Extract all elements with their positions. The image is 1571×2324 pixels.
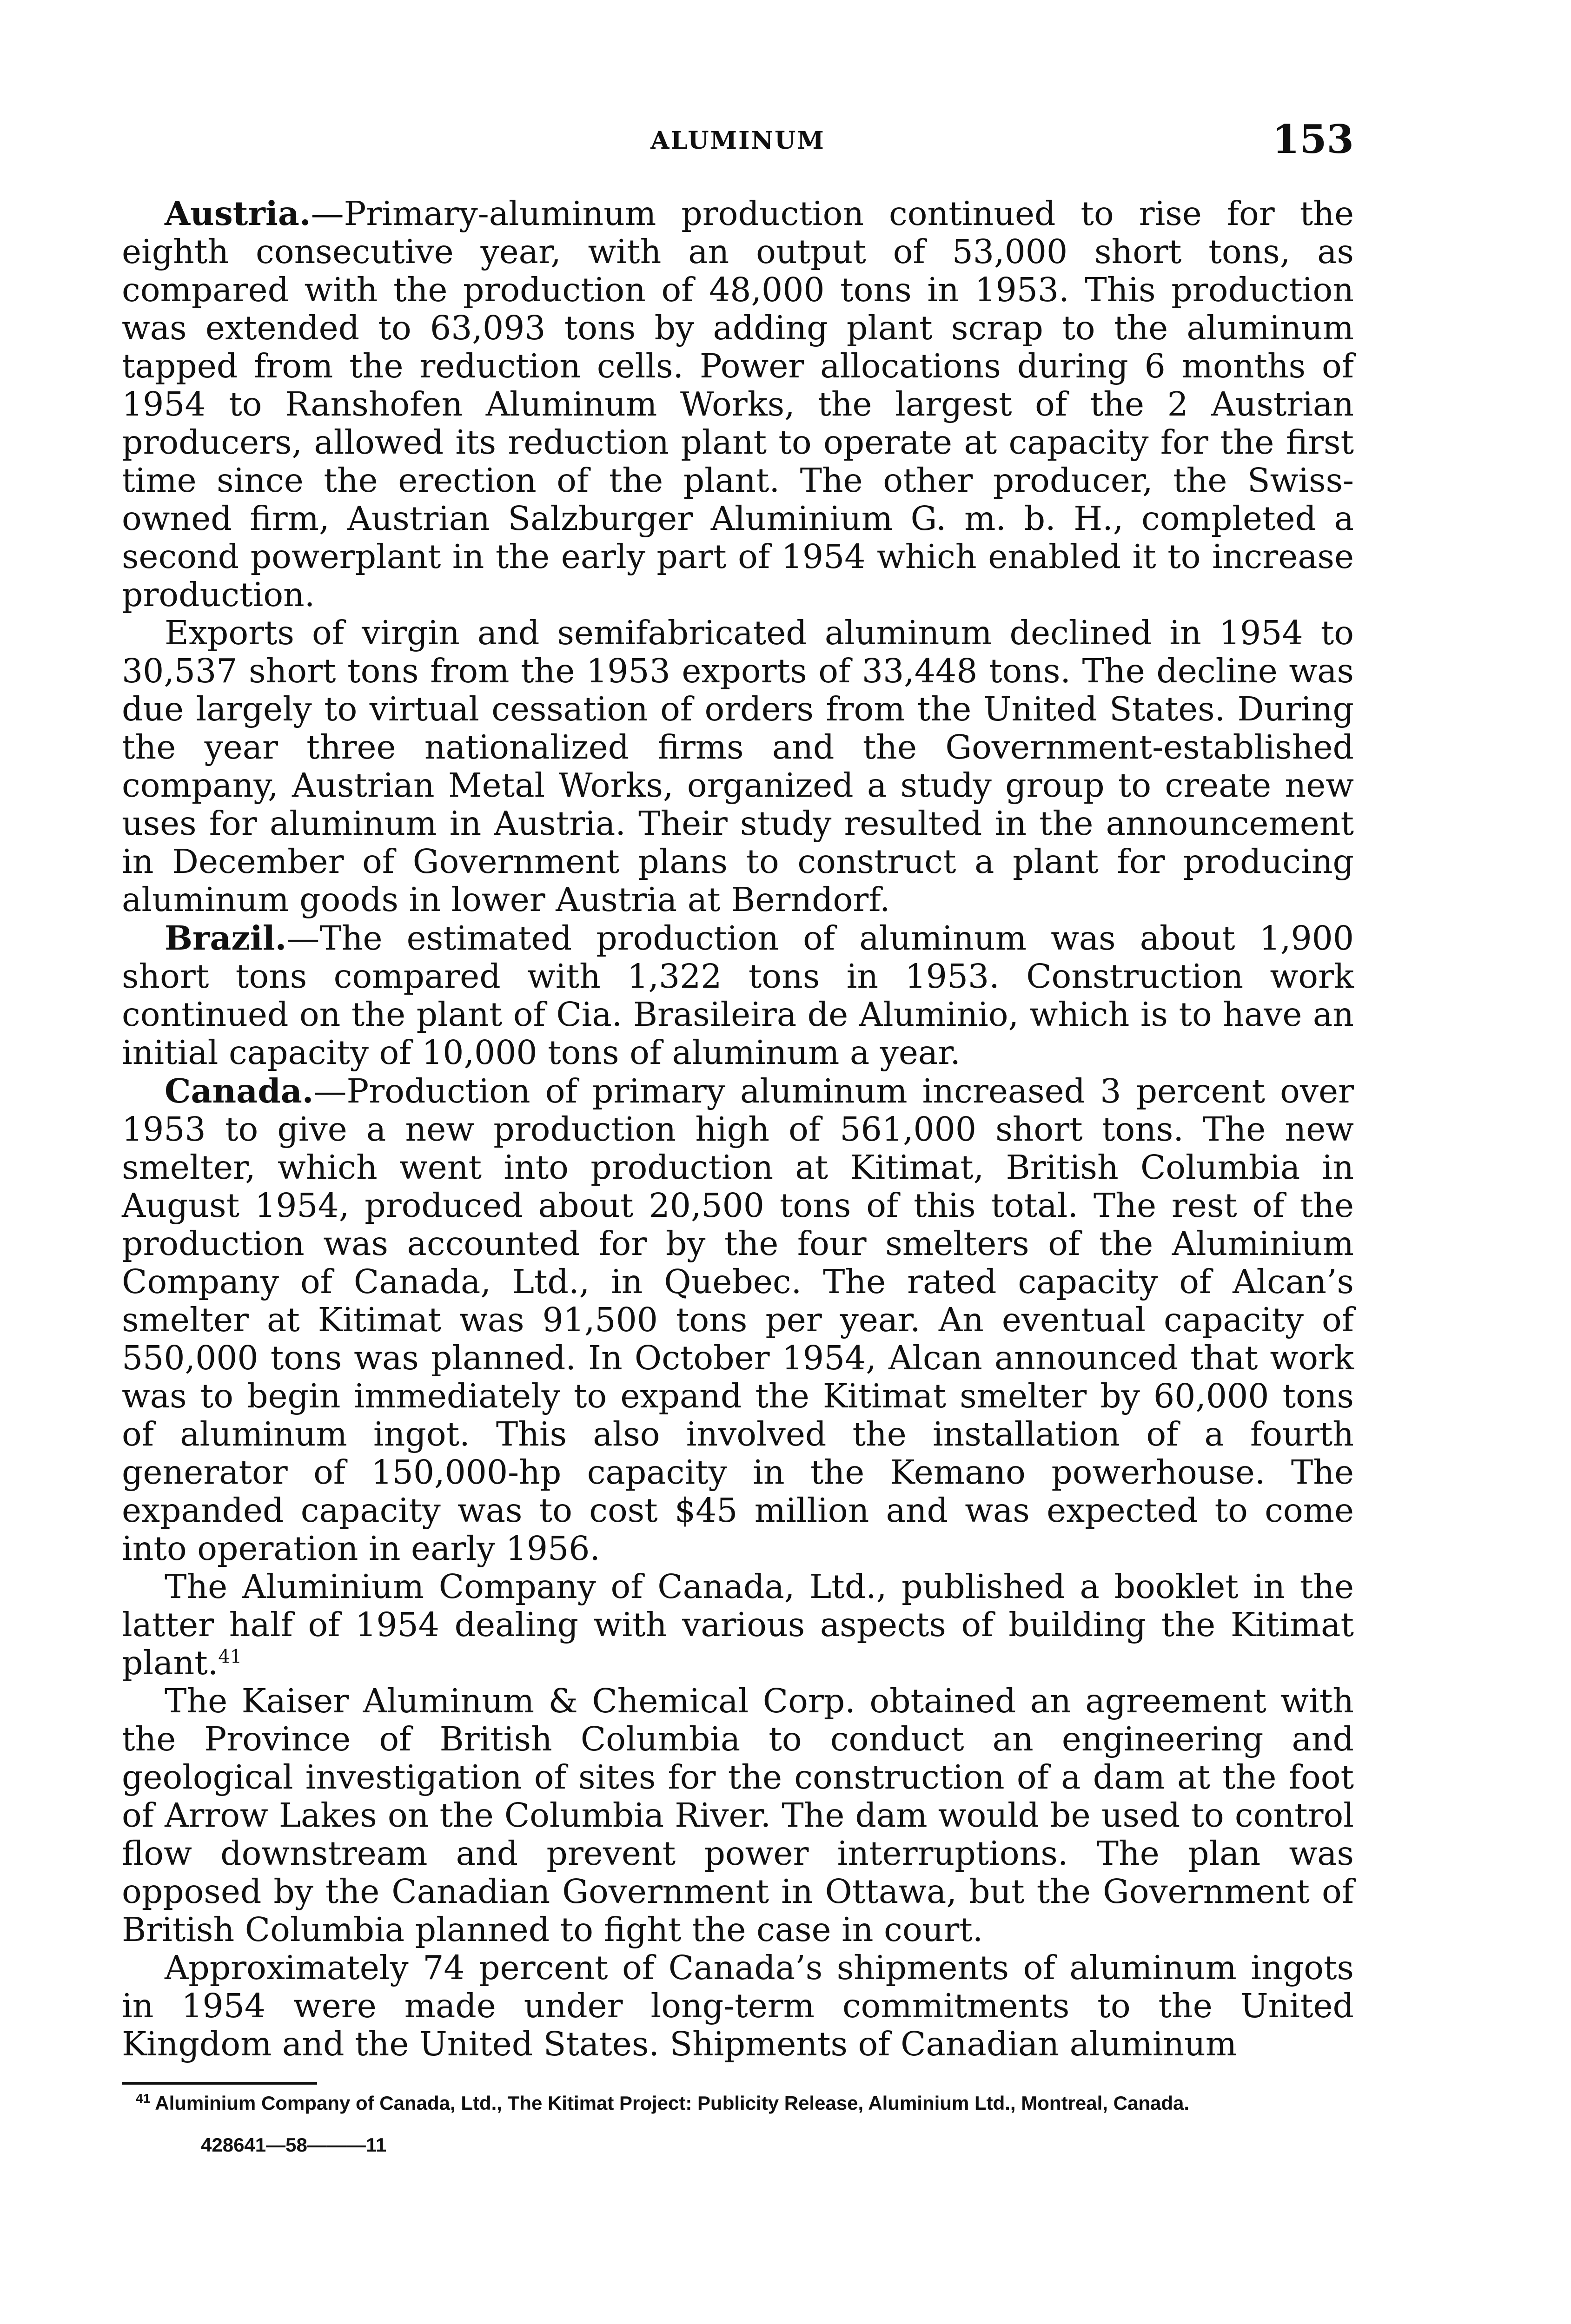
paragraph-brazil	[122, 919, 1354, 1072]
run-in-heading-austria: Austria.	[165, 194, 311, 233]
footnote	[122, 2091, 1354, 2115]
paragraph-text: —Production of primary aluminum increased 3 percent over 1953 to give a new production high of 561,000 short tons. The new smelter, which went into production at Kitimat, British Columbia in August 1954, produced about 20,500 tons of this total. The rest of the production was accounted for by the four smelters of the Aluminium Company of Canada, Ltd., in Quebec. The rated capacity of Alcan’s smelter at Kitimat was 91,500 tons per year. An eventual capacity of 550,000 tons was planned. In October 1954, Alcan announced that work was to begin immediately to expand the Kitimat smelter by 60,000 tons of aluminum ingot. This also involved the installation of a fourth generator of 150,000-hp capacity in the Kemano powerhouse. The expanded capacity was to cost $45 million and was expected to come into operation in early 1956.	[122, 1072, 1354, 1568]
paragraph-text: The Aluminium Company of Canada, Ltd., published a booklet in the latter half of 1954 dealing with various aspects of building the Kitimat plant.	[122, 1567, 1354, 1682]
document-page	[122, 116, 1354, 2156]
paragraph-text: —Primary-aluminum production continued to rise for the eighth consecutive year, with an output of 53,000 short tons, as compared with the production of 48,000 tons in 1953. This production was extended to 63,093 tons by adding plant scrap to the aluminum tapped from the reduction cells. Power allocations during 6 months of 1954 to Ranshofen Aluminum Works, the largest of the 2 Austrian producers, allowed its reduction plant to operate at capacity for the first time since the erection of the plant. The other producer, the Swiss-owned firm, Austrian Salzburger Aluminium G. m. b. H., completed a second powerplant in the early part of 1954 which enabled it to increase production.	[122, 194, 1354, 614]
paragraph-text: —The estimated production of aluminum was about 1,900 short tons compared with 1,322 tons in 1953. Construction work continued on the plant of Cia. Brasileira de Aluminio, which is to have an initial capacity of 10,000 tons of aluminum a year.	[122, 919, 1354, 1072]
footnote-reference: 41	[218, 1646, 242, 1668]
page-number: 153	[1272, 116, 1354, 162]
paragraph-austria	[122, 194, 1354, 614]
paragraph-booklet	[122, 1568, 1354, 1682]
paragraph-canada	[122, 1072, 1354, 1568]
running-title: ALUMINUM	[650, 126, 825, 155]
run-in-heading-canada: Canada.	[165, 1071, 314, 1110]
footnote-divider	[122, 2082, 317, 2085]
footnote-text: Aluminium Company of Canada, Ltd., The Kitimat Project: Publicity Release, Aluminium Ltd., Montreal, Canada.	[155, 2092, 1190, 2114]
run-in-heading-brazil: Brazil.	[165, 918, 287, 957]
paragraph-text: Exports of virgin and semifabricated aluminum declined in 1954 to 30,537 short tons from the 1953 exports of 33,448 tons. The decline was due largely to virtual cessation of orders from the United States. During the year three nationalized firms and the Government-established company, Austrian Metal Works, organized a study group to create new uses for aluminum in Austria. Their study resulted in the announcement in December of Government plans to construct a plant for producing aluminum goods in lower Austria at Berndorf.	[122, 614, 1354, 919]
printer-mark: 428641—58———11	[201, 2134, 387, 2156]
body-text	[122, 194, 1354, 2063]
paragraph-austria-exports	[122, 614, 1354, 919]
paragraph-kaiser	[122, 1682, 1354, 1949]
running-header	[122, 116, 1354, 172]
paragraph-text: The Kaiser Aluminum & Chemical Corp. obtained an agreement with the Province of British Columbia to conduct an engineering and geological investigation of sites for the construction of a dam at the foot of Arrow Lakes on the Columbia River. The dam would be used to control flow downstream and prevent power interruptions. The plan was opposed by the Canadian Government in Ottawa, but the Government of British Columbia planned to fight the case in court.	[122, 1682, 1354, 1949]
footnote-number: 41	[136, 2091, 151, 2106]
paragraph-text: Approximately 74 percent of Canada’s shipments of aluminum ingots in 1954 were made under long-term commitments to the United Kingdom and the United States. Shipments of Canadian aluminum	[122, 1948, 1354, 2063]
paragraph-shipments	[122, 1949, 1354, 2063]
